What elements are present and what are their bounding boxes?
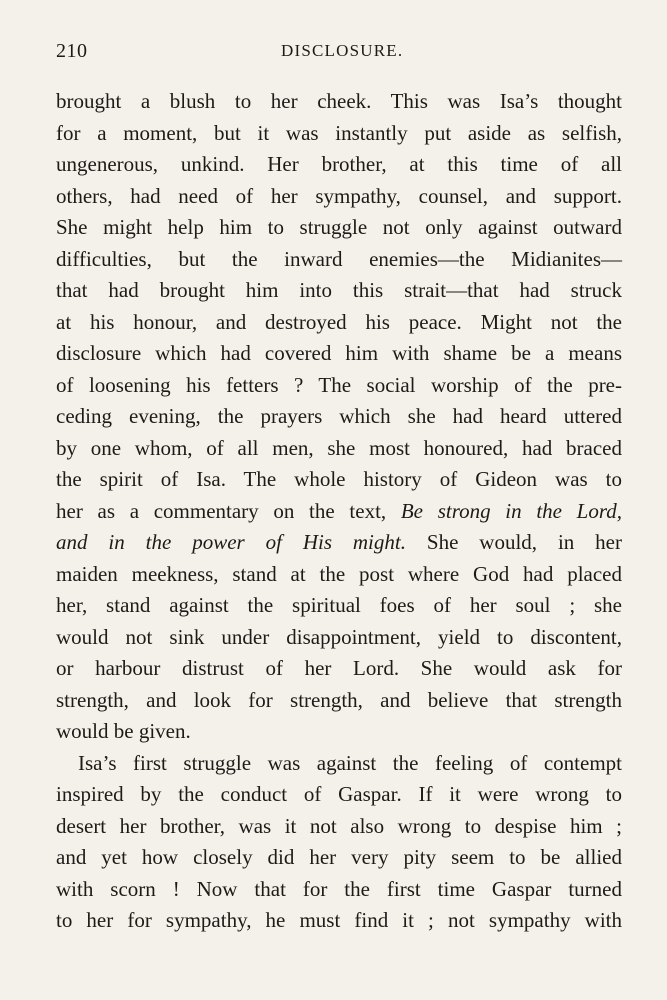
body-text	[56, 86, 622, 937]
text-line: at his honour, and destroyed his peace. Might not the	[56, 309, 622, 334]
text-line: disclosure which had covered him with shame be a means	[56, 341, 622, 365]
page-header	[56, 40, 622, 70]
text-line: She might help him to struggle not only against outward	[56, 215, 622, 239]
italic-quote: and in the power of His might.	[56, 530, 406, 554]
text-line: for a moment, but it was instantly put aside as selfish,	[56, 120, 622, 145]
text-line: difficulties, but the inward enemies—the Midianites—	[56, 246, 622, 271]
text-line: the spirit of Isa. The whole history of Gideon was to	[56, 467, 622, 491]
text-line: and yet how closely did her very pity seem to be allied	[56, 845, 622, 869]
page-number: 210	[56, 40, 88, 62]
text-line: ceding evening, the prayers which she had heard uttered	[56, 404, 622, 428]
text-line: her, stand against the spiritual foes of her soul ; she	[56, 593, 622, 617]
text-line: by one whom, of all men, she most honoured, had braced	[56, 435, 622, 460]
text-line: maiden meekness, stand at the post where God had placed	[56, 561, 622, 586]
text-line: that had brought him into this strait—that had struck	[56, 278, 622, 302]
text-line: ungenerous, unkind. Her brother, at this time of all	[56, 152, 622, 176]
text-line: would not sink under disappointment, yield to discontent,	[56, 624, 622, 649]
text-line: or harbour distrust of her Lord. She would ask for	[56, 656, 622, 680]
italic-quote: Be strong in the Lord,	[400, 498, 622, 523]
text-line: with scorn ! Now that for the first time Gaspar turned	[56, 876, 622, 901]
text-line: others, had need of her sympathy, counsel, and support.	[56, 183, 622, 208]
running-head: DISCLOSURE.	[281, 41, 404, 60]
text-run: her as a commentary on the text,	[56, 498, 387, 523]
text-line: to her for sympathy, he must find it ; not sympathy with	[56, 908, 622, 932]
text-line: brought a blush to her cheek. This was Isa’s thought	[56, 89, 622, 113]
text-line: desert her brother, was it not also wrong to despise him ;	[56, 813, 622, 838]
text-line-paragraph-start: Isa’s first struggle was against the feeling of contempt	[78, 750, 622, 775]
text-line-with-italic	[56, 496, 622, 528]
text-line-with-italic	[56, 527, 622, 559]
text-line: strength, and look for strength, and believe that strength	[56, 687, 622, 712]
text-line: inspired by the conduct of Gaspar. If it were wrong to	[56, 782, 622, 806]
text-line-paragraph-end: would be given.	[56, 719, 191, 743]
text-run: She would, in her	[426, 530, 622, 554]
text-line: of loosening his fetters ? The social worship of the pre-	[56, 372, 622, 397]
